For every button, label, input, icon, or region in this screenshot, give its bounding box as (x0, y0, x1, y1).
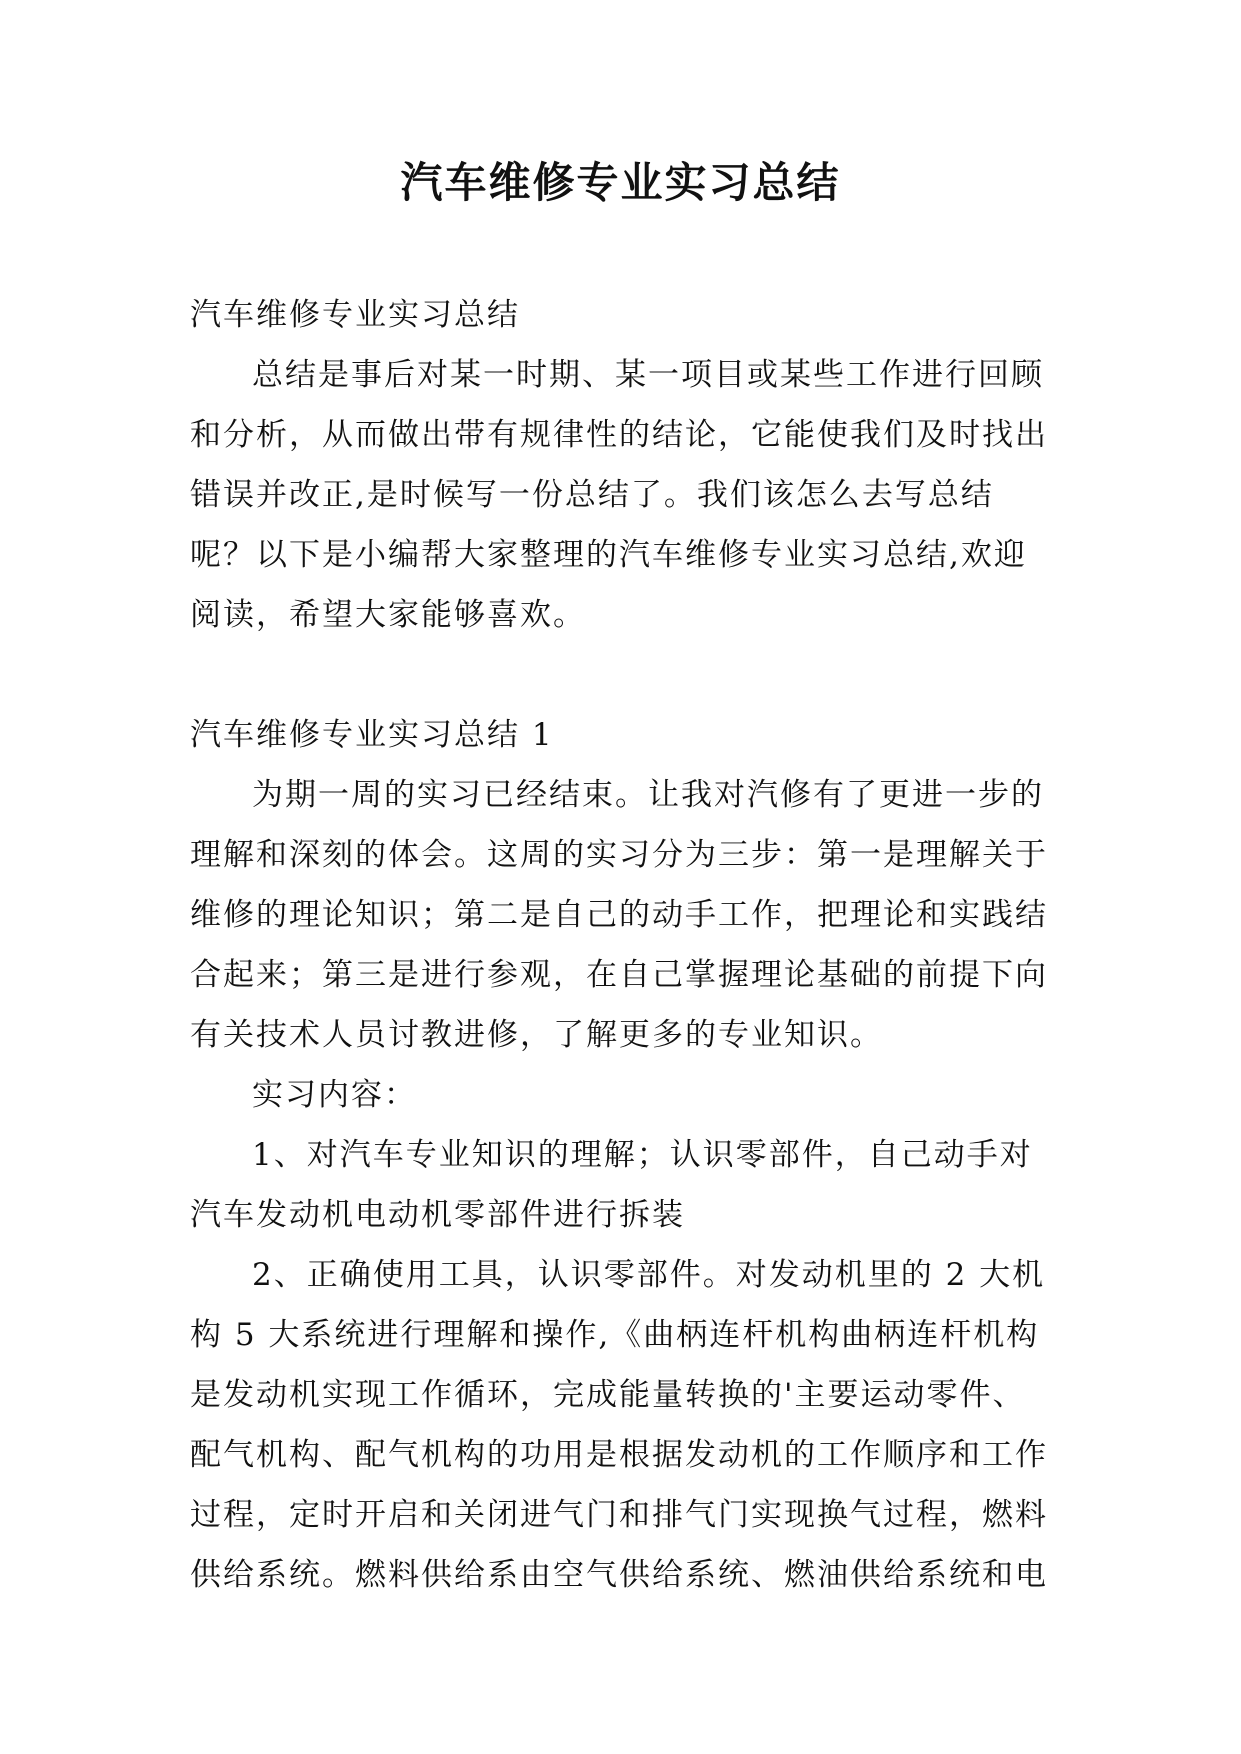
body-paragraph: 为期一周的实习已经结束。让我对汽修有了更进一步的理解和深刻的体会。这周的实习分为三步：第一是理解关于维修的理论知识；第二是自己的动手工作，把理论和实践结合起来；第三是进行参观，在自己掌握理论基础的前提下向有关技术人员讨教进修，了解更多的专业知识。 (190, 777, 1048, 1053)
list-item-1: 1、对汽车专业知识的理解；认识零部件，自己动手对汽车发动机电动机零部件进行拆装 (190, 1137, 1033, 1233)
section-heading: 汽车维修专业实习总结 (190, 297, 520, 333)
document-title: 汽车维修专业实习总结 (400, 158, 841, 207)
section-heading-1: 汽车维修专业实习总结 1 (190, 717, 554, 753)
document-body (190, 285, 1050, 1605)
intro-paragraph: 总结是事后对某一时期、某一项目或某些工作进行回顾和分析，从而做出带有规律性的结论，它能使我们及时找出错误并改正,是时候写一份总结了。我们该怎么去写总结呢？以下是小编帮大家整理的汽车维修专业实习总结,欢迎阅读，希望大家能够喜欢。 (190, 357, 1048, 633)
subheading-internship-content: 实习内容： (252, 1077, 417, 1113)
list-item-2: 2、正确使用工具，认识零部件。对发动机里的 2 大机构 5 大系统进行理解和操作,《曲柄连杆机构曲柄连杆机构是发动机实现工作循环，完成能量转换的'主要运动零件、配气机构、配气机构的功用是根据发动机的工作顺序和工作过程，定时开启和关闭进气门和排气门实现换气过程，燃料供给系统。燃料供给系由空气供给系统、燃油供给系统和电 (190, 1257, 1048, 1593)
